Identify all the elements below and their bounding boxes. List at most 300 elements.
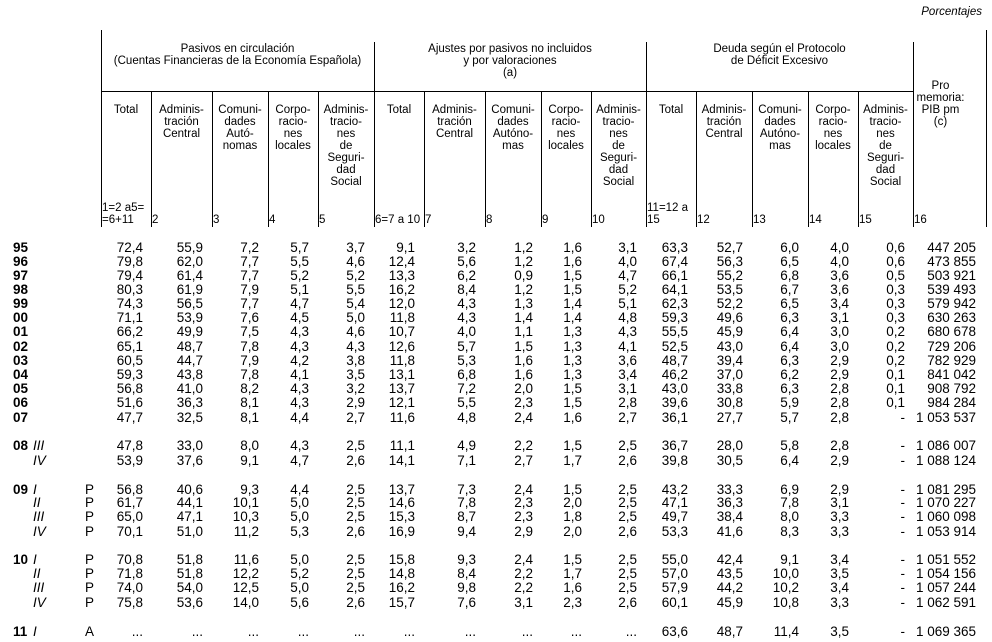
group-header-rule xyxy=(101,91,913,92)
cell-deuda-pde-comunidades-autonomas: 6,7 xyxy=(780,282,799,297)
cell-pasivos-corporaciones-locales: 4,3 xyxy=(290,339,309,354)
cell-pasivos-corporaciones-locales: 4,3 xyxy=(290,438,309,453)
cell-pasivos-administracion-central: 51,8 xyxy=(176,566,203,581)
cell-pasivos-comunidades-autonomas: 12,5 xyxy=(232,580,259,595)
cell-deuda-pde-comunidades-autonomas: 6,3 xyxy=(780,381,799,396)
table-row xyxy=(0,241,992,255)
row-quarter: II xyxy=(33,566,41,581)
table-row xyxy=(0,411,992,425)
row-quarter: IV xyxy=(33,453,46,468)
cell-deuda-pde-comunidades-autonomas: 6,8 xyxy=(780,268,799,283)
cell-deuda-pde-seguridad-social: - xyxy=(900,495,905,510)
cell-pasivos-corporaciones-locales: ... xyxy=(297,624,309,639)
cell-pib-pm: 1 053 914 xyxy=(915,524,976,539)
table-row xyxy=(0,596,992,610)
cell-pasivos-corporaciones-locales: 5,3 xyxy=(290,524,309,539)
column-number-pasivos-total: 1=2 a5= =6+11 xyxy=(102,202,145,226)
cell-pasivos-seguridad-social: 2,5 xyxy=(346,580,365,595)
cell-pib-pm: 1 054 156 xyxy=(915,566,976,581)
row-status-flag: P xyxy=(85,509,95,524)
row-quarter: IV xyxy=(33,595,46,610)
cell-deuda-pde-corporaciones-locales: 2,8 xyxy=(830,410,849,425)
cell-pasivos-administracion-central: 53,9 xyxy=(176,310,203,325)
cell-deuda-pde-corporaciones-locales: 2,9 xyxy=(830,453,849,468)
cell-ajustes-administracion-central: 9,3 xyxy=(457,552,476,567)
cell-deuda-pde-administracion-central: 33,8 xyxy=(716,381,743,396)
cell-pasivos-comunidades-autonomas: 10,3 xyxy=(232,509,259,524)
table-row xyxy=(0,368,992,382)
table-row xyxy=(0,496,992,510)
cell-ajustes-corporaciones-locales: 1,7 xyxy=(563,453,582,468)
cell-deuda-pde-corporaciones-locales: 3,6 xyxy=(830,268,849,283)
cell-deuda-pde-total: 36,1 xyxy=(661,410,688,425)
cell-pasivos-total: 59,3 xyxy=(116,367,143,382)
cell-ajustes-total: 15,7 xyxy=(388,595,415,610)
cell-deuda-pde-comunidades-autonomas: 9,1 xyxy=(780,552,799,567)
column-number-deuda-pde-comunidades-autonomas: 13 xyxy=(753,214,766,226)
cell-pasivos-administracion-central: 32,5 xyxy=(176,410,203,425)
cell-deuda-pde-comunidades-autonomas: 6,3 xyxy=(780,310,799,325)
table-row xyxy=(0,283,992,297)
cell-pasivos-corporaciones-locales: 5,0 xyxy=(290,580,309,595)
row-year: 96 xyxy=(13,254,29,269)
cell-pasivos-comunidades-autonomas: 7,7 xyxy=(240,254,259,269)
cell-pasivos-administracion-central: 44,7 xyxy=(176,353,203,368)
row-year: 02 xyxy=(13,339,29,354)
cell-pasivos-seguridad-social: 2,5 xyxy=(346,566,365,581)
cell-pasivos-seguridad-social: 4,6 xyxy=(346,254,365,269)
row-status-flag: P xyxy=(85,580,95,595)
cell-ajustes-administracion-central: 7,8 xyxy=(457,495,476,510)
cell-ajustes-seguridad-social: 2,5 xyxy=(618,482,637,497)
row-quarter: IV xyxy=(33,524,46,539)
cell-pasivos-total: 60,5 xyxy=(116,353,143,368)
row-year: 05 xyxy=(13,381,29,396)
cell-ajustes-corporaciones-locales: 2,0 xyxy=(563,495,582,510)
cell-pasivos-corporaciones-locales: 5,6 xyxy=(290,595,309,610)
cell-ajustes-administracion-central: 4,3 xyxy=(457,296,476,311)
cell-deuda-pde-seguridad-social: 0,3 xyxy=(886,282,905,297)
cell-ajustes-total: 10,7 xyxy=(388,324,415,339)
group-title-deuda-pde: Deuda según el Protocolo de Déficit Excesivo xyxy=(713,43,846,67)
row-status-flag: P xyxy=(85,566,95,581)
table-row xyxy=(0,454,992,468)
cell-ajustes-administracion-central: ... xyxy=(464,624,476,639)
column-header-deuda-pde-corporaciones-locales: Corpo- racio- nes locales xyxy=(815,104,851,152)
cell-deuda-pde-total: 55,5 xyxy=(661,324,688,339)
cell-deuda-pde-comunidades-autonomas: 6,3 xyxy=(780,353,799,368)
cell-ajustes-administracion-central: 9,4 xyxy=(457,524,476,539)
cell-deuda-pde-administracion-central: 42,4 xyxy=(716,552,743,567)
cell-deuda-pde-seguridad-social: 0,2 xyxy=(886,324,905,339)
column-header-pasivos-seguridad-social: Adminis- tracio- nes de Seguri- dad Social xyxy=(323,104,369,188)
cell-pib-pm: 1 086 007 xyxy=(915,438,976,453)
cell-pasivos-administracion-central: 43,8 xyxy=(176,367,203,382)
cell-deuda-pde-administracion-central: 37,0 xyxy=(716,367,743,382)
cell-pasivos-total: 71,8 xyxy=(116,566,143,581)
cell-pasivos-corporaciones-locales: 4,7 xyxy=(290,296,309,311)
cell-ajustes-seguridad-social: 2,5 xyxy=(618,566,637,581)
cell-pasivos-administracion-central: 61,9 xyxy=(176,282,203,297)
cell-pasivos-administracion-central: 47,1 xyxy=(176,509,203,524)
cell-pib-pm: 1 062 591 xyxy=(915,595,976,610)
cell-ajustes-seguridad-social: 4,8 xyxy=(618,310,637,325)
cell-deuda-pde-corporaciones-locales: 4,0 xyxy=(830,254,849,269)
row-year: 99 xyxy=(13,296,29,311)
cell-pasivos-total: 79,4 xyxy=(116,268,143,283)
cell-pasivos-comunidades-autonomas: 7,5 xyxy=(240,324,259,339)
cell-deuda-pde-total: 53,3 xyxy=(661,524,688,539)
table-row xyxy=(0,311,992,325)
cell-ajustes-administracion-central: 9,8 xyxy=(457,580,476,595)
cell-ajustes-corporaciones-locales: 1,5 xyxy=(563,395,582,410)
cell-pasivos-seguridad-social: 4,3 xyxy=(346,339,365,354)
cell-deuda-pde-administracion-central: 30,8 xyxy=(716,395,743,410)
row-status-flag: P xyxy=(85,595,95,610)
cell-ajustes-comunidades-autonomas: 1,5 xyxy=(514,339,533,354)
cell-pasivos-comunidades-autonomas: 7,8 xyxy=(240,339,259,354)
cell-pasivos-corporaciones-locales: 5,0 xyxy=(290,495,309,510)
cell-pasivos-comunidades-autonomas: 7,7 xyxy=(240,296,259,311)
cell-ajustes-total: 16,9 xyxy=(388,524,415,539)
cell-deuda-pde-seguridad-social: - xyxy=(900,410,905,425)
cell-ajustes-total: 13,3 xyxy=(388,268,415,283)
cell-ajustes-seguridad-social: 2,5 xyxy=(618,495,637,510)
row-year: 07 xyxy=(13,410,29,425)
cell-ajustes-comunidades-autonomas: 1,6 xyxy=(514,353,533,368)
row-year: 98 xyxy=(13,282,29,297)
unit-note: Porcentajes xyxy=(921,6,982,18)
cell-ajustes-corporaciones-locales: 1,6 xyxy=(563,410,582,425)
row-quarter: III xyxy=(33,580,45,595)
cell-ajustes-comunidades-autonomas: 2,2 xyxy=(514,566,533,581)
column-rule xyxy=(646,42,647,227)
column-header-pasivos-administracion-central: Adminis- tración Central xyxy=(159,104,204,140)
row-quarter: II xyxy=(33,495,41,510)
cell-pasivos-seguridad-social: 2,5 xyxy=(346,482,365,497)
column-number-pasivos-seguridad-social: 5 xyxy=(319,214,326,226)
cell-pasivos-comunidades-autonomas: 8,0 xyxy=(240,438,259,453)
cell-pasivos-corporaciones-locales: 5,7 xyxy=(290,240,309,255)
cell-ajustes-comunidades-autonomas: 1,6 xyxy=(514,367,533,382)
cell-deuda-pde-total: 60,1 xyxy=(661,595,688,610)
cell-ajustes-seguridad-social: 3,1 xyxy=(618,240,637,255)
cell-ajustes-comunidades-autonomas: 1,2 xyxy=(514,282,533,297)
cell-deuda-pde-corporaciones-locales: 3,1 xyxy=(830,310,849,325)
cell-pib-pm: 1 053 537 xyxy=(915,410,976,425)
column-header-deuda-pde-seguridad-social: Adminis- tracio- nes de Seguri- dad Social xyxy=(863,104,908,188)
cell-pasivos-comunidades-autonomas: ... xyxy=(247,624,259,639)
cell-deuda-pde-comunidades-autonomas: 10,0 xyxy=(772,566,799,581)
cell-deuda-pde-administracion-central: 45,9 xyxy=(716,595,743,610)
cell-deuda-pde-administracion-central: 43,5 xyxy=(716,566,743,581)
cell-deuda-pde-total: 64,1 xyxy=(661,282,688,297)
cell-pasivos-seguridad-social: 2,5 xyxy=(346,552,365,567)
cell-pasivos-corporaciones-locales: 4,7 xyxy=(290,453,309,468)
cell-ajustes-total: 12,1 xyxy=(388,395,415,410)
cell-deuda-pde-total: 46,2 xyxy=(661,367,688,382)
cell-ajustes-total: 12,0 xyxy=(388,296,415,311)
cell-deuda-pde-comunidades-autonomas: 6,4 xyxy=(780,324,799,339)
table-row xyxy=(0,567,992,581)
cell-ajustes-corporaciones-locales: 1,6 xyxy=(563,580,582,595)
cell-deuda-pde-seguridad-social: - xyxy=(900,482,905,497)
cell-pasivos-corporaciones-locales: 5,0 xyxy=(290,552,309,567)
cell-pasivos-seguridad-social: 2,5 xyxy=(346,495,365,510)
cell-deuda-pde-administracion-central: 56,3 xyxy=(716,254,743,269)
column-number-deuda-pde-administracion-central: 12 xyxy=(697,214,710,226)
cell-pasivos-total: 51,6 xyxy=(116,395,143,410)
cell-deuda-pde-corporaciones-locales: 3,3 xyxy=(830,595,849,610)
row-year: 00 xyxy=(13,310,29,325)
cell-ajustes-administracion-central: 6,8 xyxy=(457,367,476,382)
row-status-flag: P xyxy=(85,524,95,539)
cell-deuda-pde-seguridad-social: 0,2 xyxy=(886,353,905,368)
column-rule xyxy=(913,42,914,227)
cell-deuda-pde-seguridad-social: - xyxy=(900,566,905,581)
cell-ajustes-corporaciones-locales: 1,4 xyxy=(563,310,582,325)
cell-ajustes-comunidades-autonomas: 2,4 xyxy=(514,552,533,567)
row-year: 08 xyxy=(13,438,29,453)
cell-ajustes-corporaciones-locales: 1,8 xyxy=(563,509,582,524)
cell-deuda-pde-comunidades-autonomas: 6,4 xyxy=(780,339,799,354)
column-header-ajustes-seguridad-social: Adminis- tracio- nes de Seguri- dad Social xyxy=(596,104,641,188)
cell-ajustes-total: 15,3 xyxy=(388,509,415,524)
cell-ajustes-corporaciones-locales: ... xyxy=(570,624,582,639)
cell-pib-pm: 680 678 xyxy=(927,324,976,339)
cell-ajustes-total: 14,1 xyxy=(388,453,415,468)
cell-ajustes-seguridad-social: ... xyxy=(625,624,637,639)
cell-ajustes-comunidades-autonomas: 1,2 xyxy=(514,254,533,269)
cell-ajustes-corporaciones-locales: 1,6 xyxy=(563,240,582,255)
cell-pasivos-administracion-central: 48,7 xyxy=(176,339,203,354)
cell-deuda-pde-seguridad-social: 0,3 xyxy=(886,310,905,325)
cell-deuda-pde-administracion-central: 38,4 xyxy=(716,509,743,524)
cell-pasivos-total: 56,8 xyxy=(116,381,143,396)
cell-pib-pm: 1 088 124 xyxy=(915,453,976,468)
cell-pasivos-comunidades-autonomas: 9,1 xyxy=(240,453,259,468)
cell-pasivos-total: 80,3 xyxy=(116,282,143,297)
cell-ajustes-total: 9,1 xyxy=(396,240,415,255)
table-row xyxy=(0,396,992,410)
cell-pasivos-comunidades-autonomas: 7,6 xyxy=(240,310,259,325)
cell-pasivos-administracion-central: 53,6 xyxy=(176,595,203,610)
column-number-ajustes-administracion-central: 7 xyxy=(425,214,432,226)
table-row xyxy=(0,625,992,639)
table-row xyxy=(0,269,992,283)
table-row xyxy=(0,340,992,354)
cell-pasivos-seguridad-social: 2,5 xyxy=(346,509,365,524)
cell-ajustes-corporaciones-locales: 1,5 xyxy=(563,552,582,567)
cell-ajustes-total: 11,8 xyxy=(389,353,415,368)
cell-ajustes-seguridad-social: 2,6 xyxy=(618,453,637,468)
column-number-pasivos-corporaciones-locales: 4 xyxy=(269,214,276,226)
column-number-ajustes-corporaciones-locales: 9 xyxy=(542,214,549,226)
cell-deuda-pde-seguridad-social: 0,3 xyxy=(886,296,905,311)
row-year: 95 xyxy=(13,240,29,255)
cell-deuda-pde-corporaciones-locales: 3,3 xyxy=(830,509,849,524)
cell-ajustes-total: 11,8 xyxy=(389,310,415,325)
row-status-flag: A xyxy=(85,624,95,639)
cell-pasivos-total: 70,8 xyxy=(116,552,143,567)
cell-ajustes-administracion-central: 6,2 xyxy=(457,268,476,283)
cell-deuda-pde-corporaciones-locales: 3,4 xyxy=(830,552,849,567)
cell-deuda-pde-administracion-central: 45,9 xyxy=(716,324,743,339)
cell-deuda-pde-total: 49,7 xyxy=(661,509,688,524)
cell-ajustes-seguridad-social: 5,2 xyxy=(618,282,637,297)
cell-pasivos-corporaciones-locales: 5,5 xyxy=(290,254,309,269)
cell-ajustes-administracion-central: 5,3 xyxy=(457,353,476,368)
cell-pasivos-seguridad-social: ... xyxy=(353,624,365,639)
cell-ajustes-total: 14,6 xyxy=(388,495,415,510)
cell-deuda-pde-seguridad-social: 0,6 xyxy=(886,240,905,255)
cell-ajustes-seguridad-social: 2,5 xyxy=(618,580,637,595)
table-row xyxy=(0,354,992,368)
cell-pasivos-seguridad-social: 2,7 xyxy=(346,410,365,425)
cell-pib-pm: 782 929 xyxy=(927,353,976,368)
cell-pasivos-comunidades-autonomas: 9,3 xyxy=(240,482,259,497)
cell-ajustes-total: 11,6 xyxy=(389,410,415,425)
cell-deuda-pde-seguridad-social: 0,2 xyxy=(886,339,905,354)
cell-deuda-pde-corporaciones-locales: 3,5 xyxy=(830,566,849,581)
cell-ajustes-corporaciones-locales: 1,5 xyxy=(563,438,582,453)
cell-pasivos-corporaciones-locales: 4,3 xyxy=(290,324,309,339)
cell-pasivos-administracion-central: 62,0 xyxy=(176,254,203,269)
cell-ajustes-corporaciones-locales: 1,5 xyxy=(563,268,582,283)
table-row xyxy=(0,382,992,396)
cell-deuda-pde-corporaciones-locales: 3,1 xyxy=(830,495,849,510)
row-quarter: I xyxy=(33,624,37,639)
cell-ajustes-comunidades-autonomas: 2,2 xyxy=(514,580,533,595)
cell-ajustes-comunidades-autonomas: 0,9 xyxy=(514,268,533,283)
cell-deuda-pde-seguridad-social: 0,1 xyxy=(886,381,905,396)
cell-pasivos-seguridad-social: 4,6 xyxy=(346,324,365,339)
cell-pasivos-corporaciones-locales: 5,0 xyxy=(290,509,309,524)
column-number-ajustes-total: 6=7 a 10 xyxy=(375,214,421,226)
cell-pasivos-total: 65,0 xyxy=(116,509,143,524)
cell-pasivos-administracion-central: 41,0 xyxy=(176,381,203,396)
cell-pasivos-seguridad-social: 2,6 xyxy=(346,595,365,610)
row-quarter: III xyxy=(33,509,45,524)
cell-deuda-pde-total: 63,3 xyxy=(661,240,688,255)
cell-deuda-pde-total: 43,0 xyxy=(661,381,688,396)
cell-ajustes-seguridad-social: 4,7 xyxy=(618,268,637,283)
cell-deuda-pde-administracion-central: 53,5 xyxy=(716,282,743,297)
cell-deuda-pde-corporaciones-locales: 3,6 xyxy=(830,282,849,297)
cell-pib-pm: 539 493 xyxy=(927,282,976,297)
cell-pasivos-administracion-central: 36,3 xyxy=(176,395,203,410)
column-header-deuda-pde-comunidades-autonomas: Comuni- dades Autóno- mas xyxy=(758,104,802,152)
cell-deuda-pde-seguridad-social: - xyxy=(900,509,905,524)
cell-pasivos-seguridad-social: 3,5 xyxy=(346,367,365,382)
column-header-pib-pm: Pro memoria: PIB pm (c) xyxy=(916,80,965,128)
cell-pasivos-corporaciones-locales: 4,5 xyxy=(290,310,309,325)
cell-deuda-pde-administracion-central: 39,4 xyxy=(716,353,743,368)
row-quarter: III xyxy=(33,438,45,453)
cell-pasivos-total: 61,7 xyxy=(116,495,143,510)
cell-deuda-pde-total: 39,8 xyxy=(661,453,688,468)
cell-ajustes-total: 11,1 xyxy=(389,438,415,453)
group-title-ajustes: Ajustes por pasivos no incluidos y por valoraciones (a) xyxy=(428,43,592,79)
cell-deuda-pde-seguridad-social: - xyxy=(900,524,905,539)
cell-deuda-pde-seguridad-social: - xyxy=(900,552,905,567)
row-year: 03 xyxy=(13,353,29,368)
cell-ajustes-administracion-central: 7,6 xyxy=(457,595,476,610)
cell-ajustes-seguridad-social: 2,6 xyxy=(618,595,637,610)
cell-deuda-pde-comunidades-autonomas: 6,9 xyxy=(780,482,799,497)
cell-deuda-pde-total: 59,3 xyxy=(661,310,688,325)
cell-ajustes-total: 15,8 xyxy=(388,552,415,567)
cell-deuda-pde-corporaciones-locales: 3,0 xyxy=(830,324,849,339)
cell-ajustes-comunidades-autonomas: 2,2 xyxy=(514,438,533,453)
cell-pib-pm: 447 205 xyxy=(927,240,976,255)
cell-ajustes-seguridad-social: 2,5 xyxy=(618,438,637,453)
cell-deuda-pde-administracion-central: 52,7 xyxy=(716,240,743,255)
cell-ajustes-administracion-central: 8,4 xyxy=(457,566,476,581)
cell-pasivos-administracion-central: 51,8 xyxy=(176,552,203,567)
cell-deuda-pde-comunidades-autonomas: 11,4 xyxy=(773,624,799,639)
cell-deuda-pde-comunidades-autonomas: 8,0 xyxy=(780,509,799,524)
table-row xyxy=(0,297,992,311)
cell-ajustes-comunidades-autonomas: 2,4 xyxy=(514,482,533,497)
cell-pasivos-comunidades-autonomas: 8,2 xyxy=(240,381,259,396)
cell-pasivos-total: 53,9 xyxy=(116,453,143,468)
cell-deuda-pde-total: 67,4 xyxy=(661,254,688,269)
cell-ajustes-total: 13,7 xyxy=(388,482,415,497)
cell-deuda-pde-total: 57,0 xyxy=(661,566,688,581)
column-header-pasivos-corporaciones-locales: Corpo- racio- nes locales xyxy=(275,104,311,152)
cell-pib-pm: 729 206 xyxy=(927,339,976,354)
cell-pasivos-corporaciones-locales: 4,4 xyxy=(290,482,309,497)
cell-ajustes-seguridad-social: 3,4 xyxy=(618,367,637,382)
table-row xyxy=(0,255,992,269)
cell-ajustes-corporaciones-locales: 2,3 xyxy=(563,595,582,610)
cell-deuda-pde-corporaciones-locales: 3,3 xyxy=(830,524,849,539)
cell-pasivos-corporaciones-locales: 5,2 xyxy=(290,566,309,581)
cell-pib-pm: 984 284 xyxy=(927,395,976,410)
cell-ajustes-comunidades-autonomas: 2,7 xyxy=(514,453,533,468)
column-header-deuda-pde-total: Total xyxy=(658,104,684,116)
table-row xyxy=(0,510,992,524)
cell-ajustes-total: ... xyxy=(403,624,415,639)
cell-pasivos-comunidades-autonomas: 7,9 xyxy=(240,282,259,297)
cell-pasivos-total: 74,3 xyxy=(116,296,143,311)
cell-ajustes-corporaciones-locales: 1,6 xyxy=(563,254,582,269)
cell-deuda-pde-corporaciones-locales: 3,4 xyxy=(830,296,849,311)
cell-pasivos-total: 66,2 xyxy=(116,324,143,339)
cell-ajustes-total: 13,1 xyxy=(388,367,415,382)
cell-ajustes-administracion-central: 3,2 xyxy=(457,240,476,255)
cell-ajustes-seguridad-social: 2,6 xyxy=(618,524,637,539)
cell-pasivos-administracion-central: 56,5 xyxy=(176,296,203,311)
cell-deuda-pde-administracion-central: 55,2 xyxy=(716,268,743,283)
cell-deuda-pde-corporaciones-locales: 3,4 xyxy=(830,580,849,595)
cell-ajustes-seguridad-social: 4,1 xyxy=(618,339,637,354)
cell-ajustes-administracion-central: 8,7 xyxy=(457,509,476,524)
cell-ajustes-corporaciones-locales: 1,5 xyxy=(563,482,582,497)
cell-pib-pm: 579 942 xyxy=(927,296,976,311)
cell-ajustes-comunidades-autonomas: 2,3 xyxy=(514,395,533,410)
cell-ajustes-administracion-central: 5,6 xyxy=(457,254,476,269)
column-header-deuda-pde-administracion-central: Adminis- tración Central xyxy=(701,104,747,140)
cell-deuda-pde-seguridad-social: - xyxy=(900,580,905,595)
cell-ajustes-comunidades-autonomas: 3,1 xyxy=(514,595,533,610)
cell-deuda-pde-comunidades-autonomas: 5,8 xyxy=(780,438,799,453)
cell-deuda-pde-comunidades-autonomas: 7,8 xyxy=(780,495,799,510)
cell-pasivos-seguridad-social: 2,6 xyxy=(346,524,365,539)
cell-deuda-pde-comunidades-autonomas: 6,4 xyxy=(780,453,799,468)
cell-pasivos-total: 75,8 xyxy=(116,595,143,610)
